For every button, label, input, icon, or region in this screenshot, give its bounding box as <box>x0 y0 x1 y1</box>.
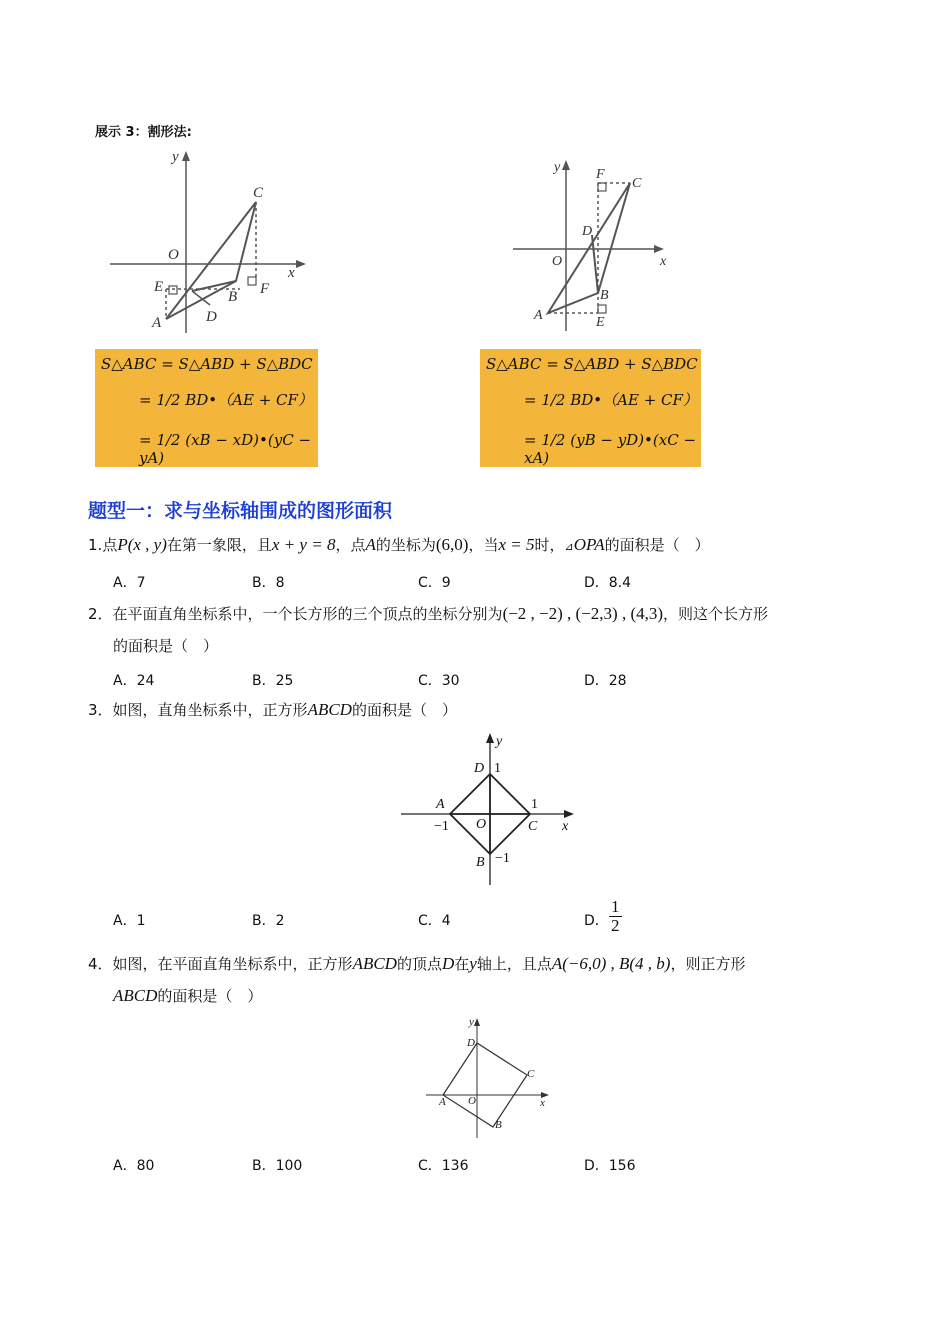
label-b: B <box>228 289 238 305</box>
label-d: D <box>582 224 593 239</box>
formula-box-left <box>95 349 318 467</box>
q1-option-d: D．8.4 <box>584 575 632 591</box>
figure-left-graph <box>110 143 315 338</box>
section-title: 题型一：求与坐标轴围成的图形面积 <box>88 500 393 522</box>
label-b: B <box>476 855 485 870</box>
label-o: O <box>476 817 487 832</box>
q3-option-a: A．1 <box>113 913 146 929</box>
label-c: C <box>527 1068 535 1080</box>
q4-option-c: C．136 <box>418 1158 469 1174</box>
label-x: x <box>540 1097 545 1109</box>
label-d: D <box>206 309 217 325</box>
label-f: F <box>596 167 605 182</box>
label-o: O <box>468 1095 476 1107</box>
question-3: 3．如图，直角坐标系中，正方形ABCD的面积是（ ） <box>88 700 457 719</box>
triangle-abc <box>166 202 256 319</box>
q4-option-b: B．100 <box>252 1158 303 1174</box>
question-4: 4．如图，在平面直角坐标系中，正方形ABCD的顶点D在y轴上，且点A(−6,0) , B(4 , b)，则正方形 <box>88 954 746 973</box>
label-c: C <box>528 819 538 834</box>
label-y: y <box>554 160 561 175</box>
q1-option-a: A．7 <box>113 575 146 591</box>
question-4-line2: ABCD的面积是（ ） <box>113 986 263 1005</box>
label-b: B <box>600 288 609 303</box>
label-c: C <box>632 176 642 191</box>
label-x: x <box>660 254 667 269</box>
q4-option-d: D．156 <box>584 1158 636 1174</box>
label-y: y <box>172 149 179 165</box>
formula-line-2: = 1/2 BD•（AE + CF） <box>524 391 698 409</box>
formula-line-1: S△ABC = S△ABD + S△BDC <box>101 355 313 373</box>
label-e: E <box>596 315 605 330</box>
figure-right-graph <box>510 155 680 335</box>
label-a: A <box>534 308 543 323</box>
label-d: D <box>467 1037 475 1049</box>
q3-figure <box>398 730 580 888</box>
label-c: C <box>253 185 264 201</box>
formula-box-right <box>480 349 701 467</box>
label-f: F <box>260 281 270 297</box>
label-one-top: 1 <box>494 761 501 776</box>
formula-line-3: = 1/2 (xB − xD)•(yC − yA) <box>139 431 312 467</box>
q2-option-a: A．24 <box>113 673 155 689</box>
formula-line-3: = 1/2 (yB − yD)•(xC − xA) <box>524 431 697 467</box>
label-one-right: 1 <box>531 797 538 812</box>
label-a: A <box>152 315 162 331</box>
q4-figure <box>425 1016 555 1142</box>
section-header: 展示 3：割形法: <box>95 125 192 140</box>
square-abcd <box>443 1043 527 1127</box>
label-o: O <box>552 254 563 269</box>
label-a: A <box>439 1096 446 1108</box>
question-1: 1.点P(x , y)在第一象限，且x + y = 8，点A的坐标为(6,0)，当x = 5时，⊿OPA的面积是（ ） <box>88 535 710 554</box>
triangle-abc <box>548 183 630 313</box>
q2-option-d: D．28 <box>584 673 627 689</box>
label-o: O <box>168 247 179 263</box>
question-2: 2．在平面直角坐标系中，一个长方形的三个顶点的坐标分别为(−2 , −2) , (−2,3) , (4,3)，则这个长方形 <box>88 604 769 623</box>
q4-option-a: A．80 <box>113 1158 155 1174</box>
label-neg-bottom: −1 <box>495 851 510 866</box>
q3-option-c: C．4 <box>418 913 451 929</box>
q2-option-c: C．30 <box>418 673 460 689</box>
q1-option-b: B．8 <box>252 575 285 591</box>
label-y: y <box>496 734 503 749</box>
formula-line-1: S△ABC = S△ABD + S△BDC <box>486 355 698 373</box>
label-d: D <box>474 761 485 776</box>
q2-option-b: B．25 <box>252 673 294 689</box>
q3-option-b: B．2 <box>252 913 285 929</box>
label-x: x <box>288 265 295 281</box>
label-e: E <box>154 279 164 295</box>
label-x: x <box>562 819 569 834</box>
question-2-line2: 的面积是（ ） <box>113 637 219 655</box>
q1-option-c: C．9 <box>418 575 451 591</box>
formula-line-2: = 1/2 BD•（AE + CF） <box>139 391 313 409</box>
label-b: B <box>495 1119 502 1131</box>
q3-option-d: D． <box>584 913 609 929</box>
label-a: A <box>436 797 445 812</box>
q3-option-d-fraction: 1 2 <box>611 897 620 935</box>
label-neg-left: −1 <box>434 819 449 834</box>
label-y: y <box>469 1016 474 1028</box>
